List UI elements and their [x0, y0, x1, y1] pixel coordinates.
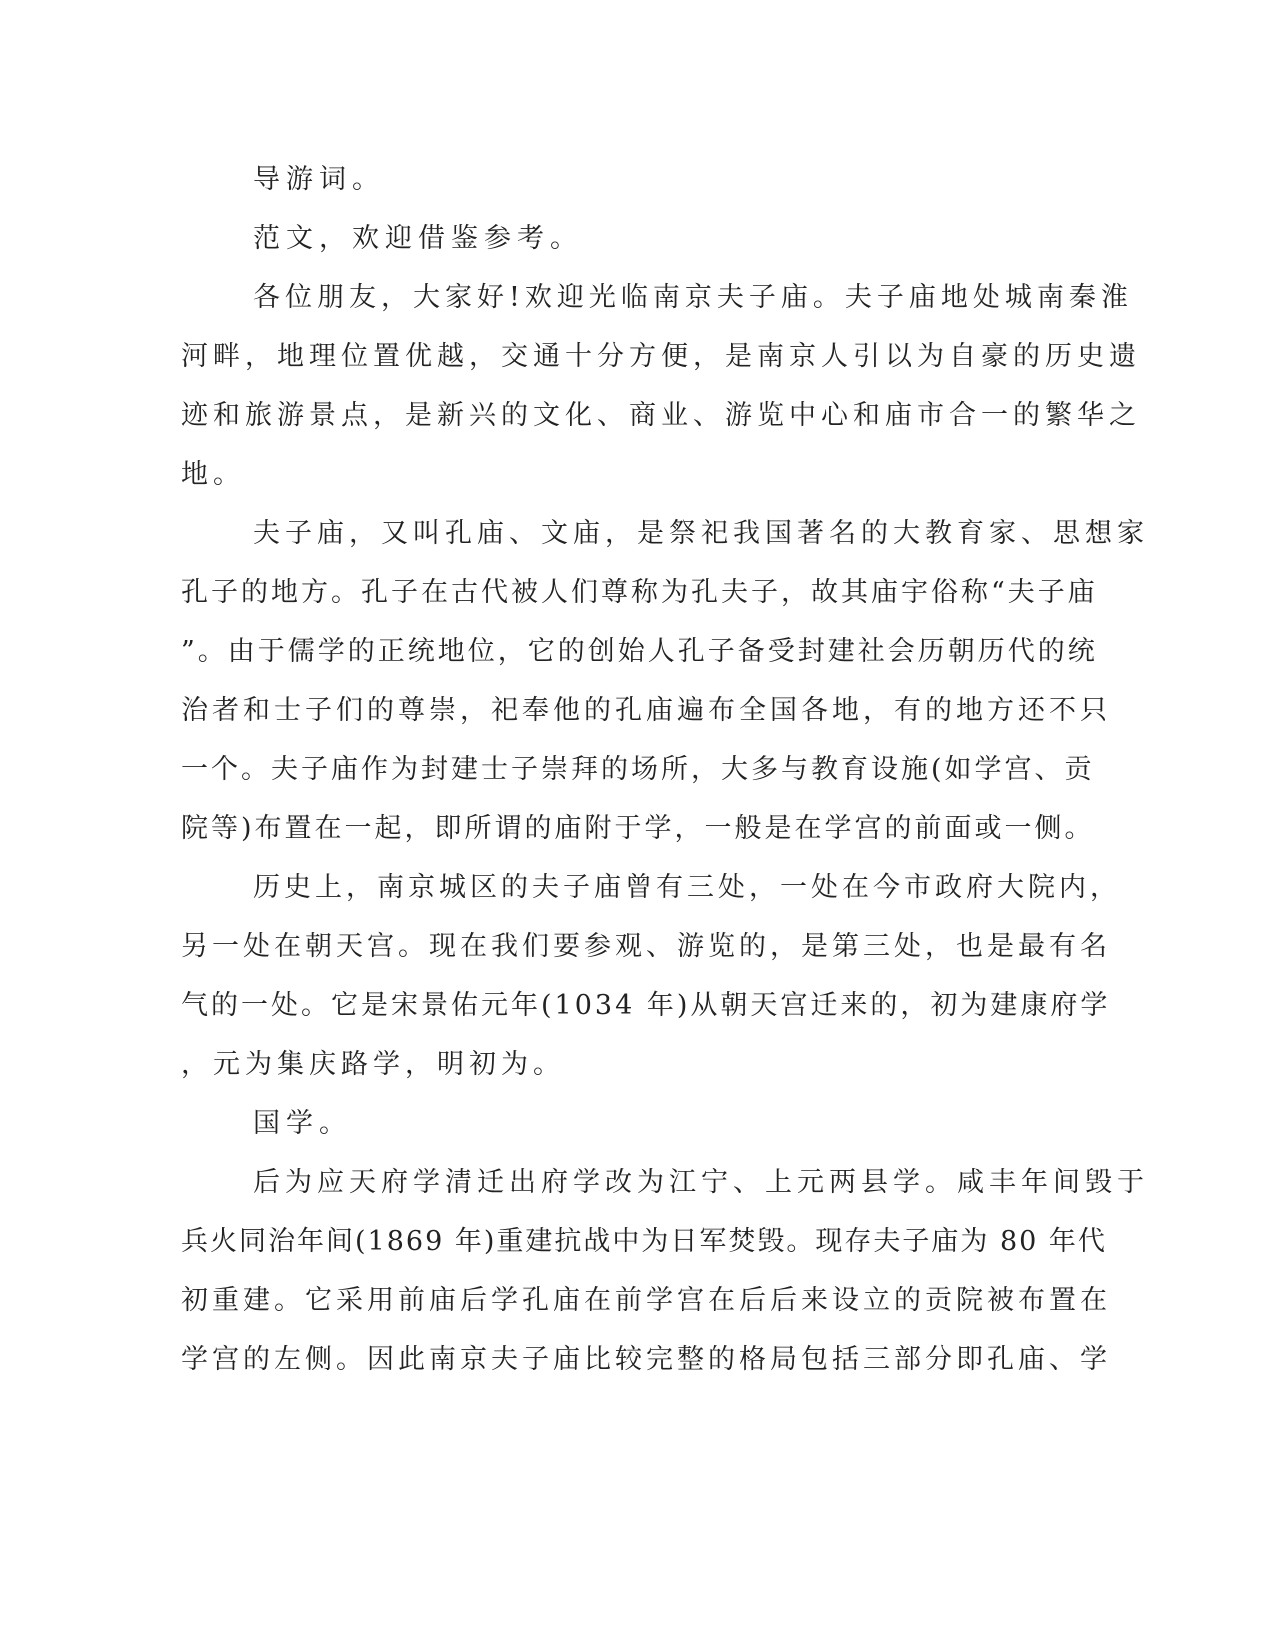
- text-line: 范文，欢迎借鉴参考。: [253, 223, 583, 254]
- text-line: 河畔，地理位置优越，交通十分方便，是南京人引以为自豪的历史遗: [181, 341, 1141, 372]
- text-line: ”。由于儒学的正统地位，它的创始人孔子备受封建社会历朝历代的统: [181, 636, 1098, 667]
- text-line: 兵火同治年间(1869 年)重建抗战中为日军焚毁。现存夫子庙为 80 年代: [181, 1226, 1107, 1257]
- text-line: 初重建。它采用前庙后学孔庙在前学宫在后后来设立的贡院被布置在: [181, 1285, 1111, 1316]
- text-line: 迹和旅游景点，是新兴的文化、商业、游览中心和庙市合一的繁华之: [181, 400, 1141, 431]
- text-line: 地。: [181, 459, 245, 490]
- text-line: 后为应天府学清迁出府学改为江宁、上元两县学。咸丰年间毁于: [253, 1167, 1149, 1198]
- text-line: ，元为集庆路学，明初为。: [181, 1049, 565, 1080]
- text-line: 院等)布置在一起，即所谓的庙附于学，一般是在学宫的前面或一侧。: [181, 813, 1095, 844]
- text-line: 各位朋友，大家好!欢迎光临南京夫子庙。夫子庙地处城南秦淮: [253, 282, 1133, 313]
- text-line: 夫子庙，又叫孔庙、文庙，是祭祀我国著名的大教育家、思想家: [253, 518, 1149, 549]
- text-line: 另一处在朝天宫。现在我们要参观、游览的，是第三处，也是最有名: [181, 931, 1111, 962]
- text-line: 治者和士子们的尊崇，祀奉他的孔庙遍布全国各地，有的地方还不只: [181, 695, 1111, 726]
- text-line: 气的一处。它是宋景佑元年(1034 年)从朝天宫迁来的，初为建康府学: [181, 990, 1111, 1021]
- text-line: 历史上，南京城区的夫子庙曾有三处，一处在今市政府大院内，: [253, 872, 1121, 903]
- text-line: 学宫的左侧。因此南京夫子庙比较完整的格局包括三部分即孔庙、学: [181, 1344, 1111, 1375]
- text-line: 孔子的地方。孔子在古代被人们尊称为孔夫子，故其庙宇俗称“夫子庙: [181, 577, 1098, 608]
- text-line: 一个。夫子庙作为封建士子崇拜的场所，大多与教育设施(如学宫、贡: [181, 754, 1095, 785]
- text-line: 导游词。: [253, 164, 385, 195]
- text-line: 国学。: [253, 1108, 352, 1139]
